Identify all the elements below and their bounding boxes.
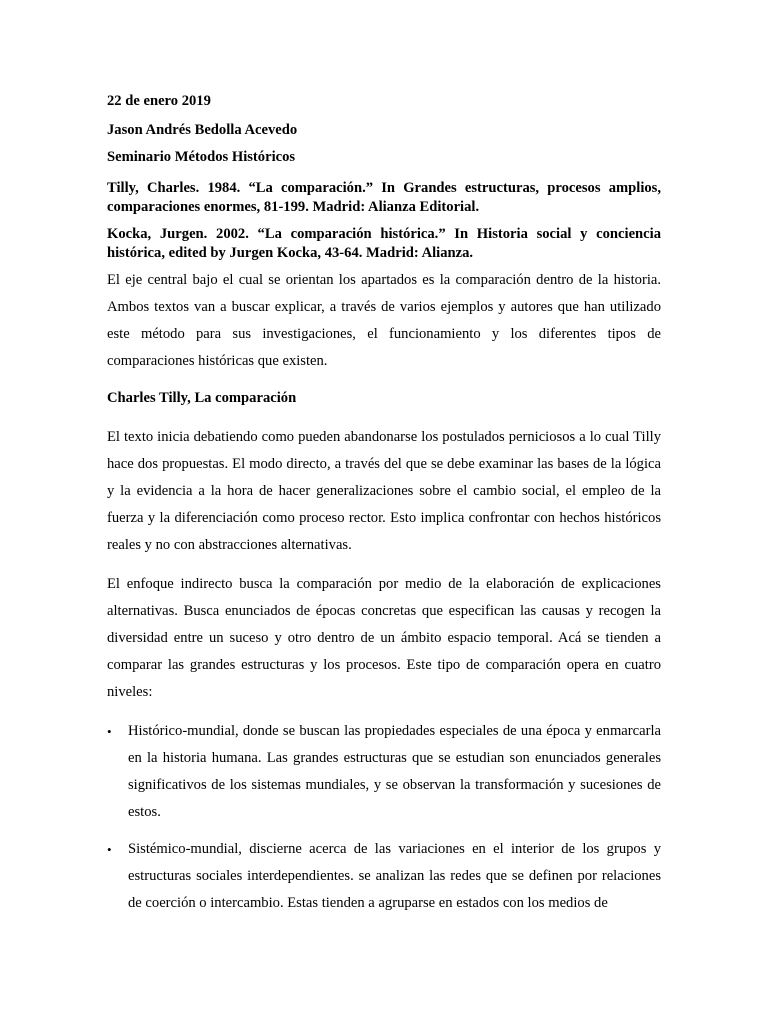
- course-name: Seminario Métodos Históricos: [107, 149, 296, 165]
- section-title: Charles Tilly, La comparación: [107, 390, 297, 406]
- list-item-text: Sistémico-mundial, discierne acerca de las variaciones en el interior de los grupos y estructuras sociales interdependientes. se analizan las redes que se definen por relaciones de coerción o intercambio. Estas tienden a agruparse en estados con los medios de: [128, 841, 661, 911]
- document-page: [107, 88, 661, 927]
- list-item: [107, 836, 661, 917]
- reference-tilly: Tilly, Charles. 1984. “La comparación.” In Grandes estructuras, procesos amplios, comparaciones enormes, 81-199. Madrid: Alianza Editorial.: [107, 180, 661, 215]
- author-name: Jason Andrés Bedolla Acevedo: [107, 122, 298, 138]
- list-item: [107, 718, 661, 826]
- document-date: 22 de enero 2019: [107, 93, 211, 109]
- levels-list: [107, 718, 661, 917]
- bullet-icon: •: [107, 842, 112, 857]
- bullet-icon: •: [107, 724, 112, 739]
- body-paragraph: El enfoque indirecto busca la comparación por medio de la elaboración de explicaciones alternativas. Busca enunciados de épocas concretas que especifican las causas y recogen la diversidad entre un suceso y otro dentro de un ámbito espacio temporal. Acá se tienden a comparar las grandes estructuras y los procesos. Este tipo de comparación opera en cuatro niveles:: [107, 576, 661, 700]
- reference-kocka: Kocka, Jurgen. 2002. “La comparación histórica.” In Historia social y conciencia histórica, edited by Jurgen Kocka, 43-64. Madrid: Alianza.: [107, 226, 661, 261]
- list-item-text: Histórico-mundial, donde se buscan las propiedades especiales de una época y enmarcarla en la historia humana. Las grandes estructuras que se estudian son enunciados generales significativos de los sistemas mundiales, y se observan la transformación y sucesiones de estos.: [128, 723, 661, 820]
- intro-paragraph: El eje central bajo el cual se orientan los apartados es la comparación dentro de la historia. Ambos textos van a buscar explicar, a través de varios ejemplos y autores que han utilizado este método para sus investigaciones, el funcionamiento y los diferentes tipos de comparaciones históricas que existen.: [107, 272, 661, 369]
- body-paragraph: El texto inicia debatiendo como pueden abandonarse los postulados perniciosos a lo cual Tilly hace dos propuestas. El modo directo, a través del que se debe examinar las bases de la lógica y la evidencia a la hora de hacer generalizaciones sobre el cambio social, el empleo de la fuerza y la diferenciación como proceso rector. Esto implica confrontar con hechos históricos reales y no con abstracciones alternativas.: [107, 429, 661, 553]
